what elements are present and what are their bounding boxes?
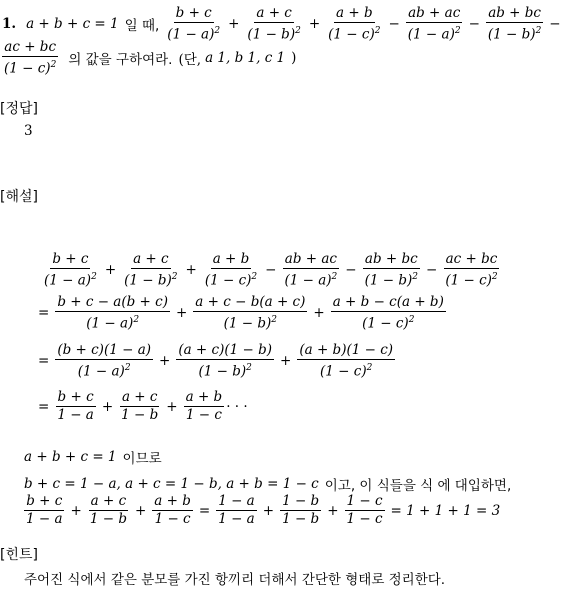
explanation-step-2: b + c = 1 − a, a + c = 1 − b, a + b = 1 − c 이고, 이 식들을 식 에 대입하면,	[24, 476, 512, 494]
answer-value: 3	[24, 123, 33, 139]
problem-ask: 의 값을 구하여라.	[68, 52, 173, 69]
problem-line-2	[0, 40, 296, 77]
hint-heading: [힌트]	[0, 547, 38, 563]
explanation-heading: [해설]	[0, 189, 38, 205]
explanation-final: $\frac{b + c}{1 - a}$ + $\frac{a + c}{1 - b}$ + $\frac{a + b}{1 - c}$ = $\frac{1 - a}{1 - a}$ + $\frac{1 - b}{1 - b}$ + $\frac{1 - c}{1 - c}$ = 1 + 1 + 1 = 3	[26, 493, 501, 527]
derivation-line-4: = $\frac{b + c}{1 - a}$ + $\frac{a + c}{1 - b}$ + $\frac{a + b}{1 - c}$ · · ·	[38, 389, 248, 423]
problem-lead-suffix: 일 때,	[124, 18, 160, 35]
derivation-line-1: $\frac{b + c}{(1 - a)^2}$ + $\frac{a + c}{(1 - b)^2}$ + $\frac{a + b}{(1 - c)^2}$ − $\frac{ab + ac}{(1 - a)^2}$ − $\frac{ab + bc}{(1 - b)^2}$ − $\frac{ac + bc}{(1 - c)^2}$	[44, 251, 498, 289]
problem-line-1	[2, 6, 565, 43]
derivation-line-2: = $\frac{b + c - a(b + c)}{(1 - a)^2}$ + $\frac{a + c - b(a + c)}{(1 - b)^2}$ + $\frac{a + b - c(a + b)}{(1 - c)^2}$	[38, 294, 444, 332]
derivation-line-3: = $\frac{(b + c)(1 - a)}{(1 - a)^2}$ + $\frac{(a + c)(1 - b)}{(1 - b)^2}$ + $\frac{(a + b)(1 - c)}{(1 - c)^2}$	[38, 342, 394, 380]
hint-text: 주어진 식에서 같은 분모를 가진 항끼리 더해서 간단한 형태로 정리한다.	[24, 572, 446, 588]
problem-lead: a + b + c = 1	[26, 16, 119, 33]
problem-expression: $\frac{b + c}{(1 - a)^2}$ + $\frac{a + c}{(1 - b)^2}$ + $\frac{a + b}{(1 - c)^2}$ − $\frac{ab + ac}{(1 - a)^2}$ − $\frac{ab + bc}{(1 - b)^2}$ −	[167, 5, 561, 43]
problem-condition-prefix: (단,	[178, 52, 202, 69]
problem-condition: a 1, b 1, c 1	[205, 50, 286, 67]
explanation-step-1: a + b + c = 1 이므로	[24, 449, 162, 467]
problem-number: 1.	[2, 16, 17, 33]
problem-condition-suffix: )	[291, 50, 297, 67]
problem-last-term: $\frac{ac + bc}{(1 - c)^2}$	[4, 39, 57, 77]
answer-heading: [정답]	[0, 101, 38, 117]
